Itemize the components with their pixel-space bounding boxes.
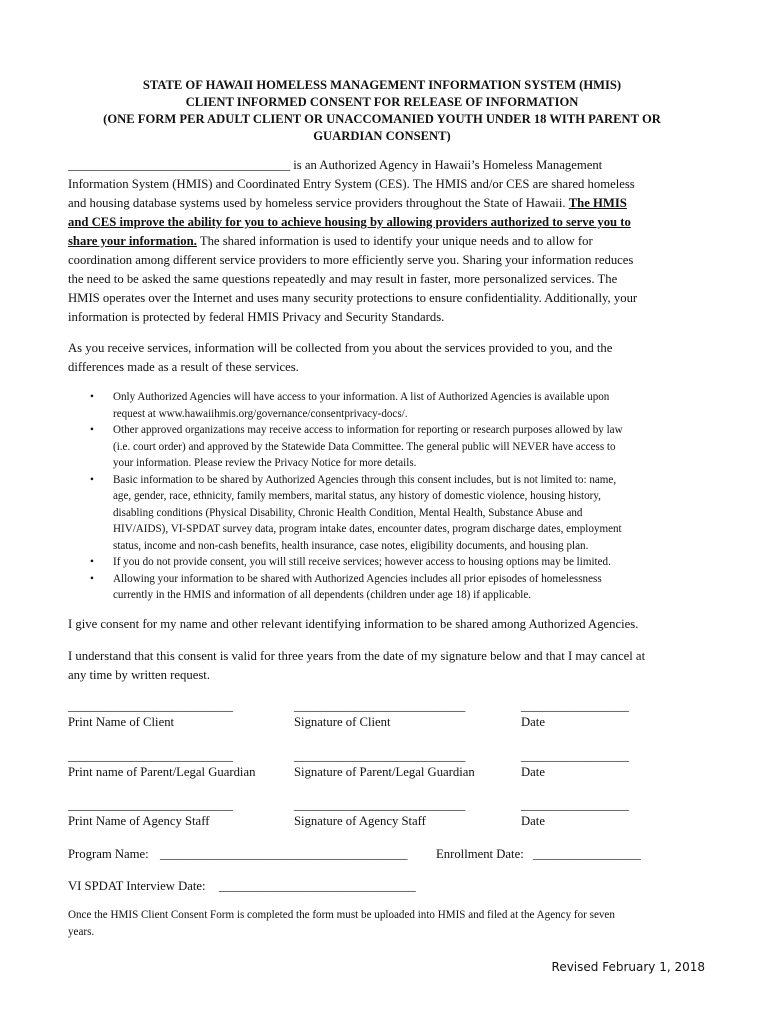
enrollment-date-field[interactable]: _________________ — [533, 847, 641, 861]
program-name-field[interactable]: _______________________________________ — [160, 847, 408, 861]
staff-date-label: Date — [521, 814, 545, 828]
bullet-icon: • — [90, 473, 94, 486]
services-paragraph — [68, 339, 696, 377]
bullet-icon: • — [90, 572, 94, 585]
bullet-icon: • — [90, 424, 94, 436]
client-date-field[interactable]: _________________ — [521, 699, 629, 713]
services-line: As you receive services, information will be collected from you about the services provided to you, and the — [68, 341, 613, 355]
info-sharing-list — [68, 389, 696, 604]
list-line: currently in the HMIS and information of all dependents (children under age 18) if applicable. — [113, 589, 532, 601]
list-line: Other approved organizations may receive access to information for reporting or research purposes allowed by law — [113, 424, 623, 436]
list-line: HIV/AIDS), VI-SPDAT survey data, program intake dates, encounter dates, program discharge dates, employment — [113, 523, 622, 535]
validity-line: I understand that this consent is valid for three years from the date of my signature below and that I may cancel at — [68, 649, 646, 663]
vi-spdat-label: VI SPDAT Interview Date: — [68, 879, 206, 893]
intro-line: HMIS operates over the Internet and uses many security protections to ensure confidentiality. Additionally, your — [68, 291, 638, 305]
client-signature-field[interactable]: ___________________________ — [294, 699, 466, 713]
list-line: Basic information to be shared by Authorized Agencies through this consent includes, but is not limited to: name, — [113, 473, 617, 486]
intro-line — [68, 194, 696, 213]
client-name-field[interactable]: __________________________ — [68, 699, 233, 713]
guardian-date-field[interactable]: _________________ — [521, 749, 629, 763]
staff-signature-field[interactable]: ___________________________ — [294, 798, 466, 812]
consent-line: I give consent for my name and other relevant identifying information to be shared among Authorized Agencies. — [68, 617, 639, 631]
staff-name-field[interactable]: __________________________ — [68, 798, 233, 812]
intro-line: ___________________________________ is an Authorized Agency in Hawaii’s Homeless Management — [68, 158, 603, 172]
list-item — [68, 422, 696, 472]
enrollment-date-label: Enrollment Date: — [436, 847, 524, 861]
intro-emphasis: share your information. — [68, 234, 197, 248]
intro-emphasis: The HMIS — [568, 196, 627, 210]
list-line: (i.e. court order) and approved by the Statewide Data Committee. The general public will NEVER have access to — [113, 440, 616, 453]
title-line-3: (ONE FORM PER ADULT CLIENT OR UNACCOMANIED YOUTH UNDER 18 WITH PARENT OR — [103, 112, 661, 126]
list-line: request at www.hawaiihmis.org/governance/consentprivacy-docs/. — [113, 407, 408, 420]
instruction-line: Once the HMIS Client Consent Form is completed the form must be uploaded into HMIS and filed at the Agency for seven — [68, 909, 615, 921]
intro-line — [68, 232, 696, 251]
instruction-line: years. — [68, 925, 95, 938]
client-signature-label: Signature of Client — [294, 715, 391, 729]
validity-line: any time by written request. — [68, 668, 210, 682]
client-name-label: Print Name of Client — [68, 715, 175, 729]
vi-spdat-date-field[interactable]: _______________________________ — [219, 879, 416, 893]
staff-signature-label: Signature of Agency Staff — [294, 814, 426, 828]
list-item — [68, 554, 696, 571]
list-item — [68, 571, 696, 604]
intro-line: Information System (HMIS) and Coordinated Entry System (CES). The HMIS and/or CES are shared homeless — [68, 177, 635, 191]
form-title — [68, 77, 696, 145]
intro-line: coordination among different service providers to more efficiently serve you. Sharing your information reduces — [68, 253, 634, 267]
client-date-label: Date — [521, 715, 545, 729]
list-item — [68, 389, 696, 422]
staff-name-label: Print Name of Agency Staff — [68, 814, 210, 828]
revision-date: Revised February 1, 2018 — [551, 960, 705, 974]
services-line: differences made as a result of these services. — [68, 360, 299, 374]
validity-paragraph — [68, 647, 696, 685]
list-line: Allowing your information to be shared with Authorized Agencies includes all prior episodes of homelessness — [113, 572, 602, 585]
list-line: age, gender, race, ethnicity, family members, marital status, any history of domestic violence, housing history, — [113, 490, 601, 502]
title-line-4: GUARDIAN CONSENT) — [313, 129, 451, 143]
guardian-name-field[interactable]: __________________________ — [68, 749, 233, 763]
list-item — [68, 472, 696, 555]
intro-line: information is protected by federal HMIS Privacy and Security Standards. — [68, 310, 445, 324]
bullet-icon: • — [90, 556, 94, 568]
bullet-icon: • — [90, 391, 94, 403]
program-name-label: Program Name: — [68, 847, 149, 861]
list-line: Only Authorized Agencies will have access to your information. A list of Authorized Agencies is available upon — [113, 391, 610, 403]
intro-paragraph — [68, 156, 696, 327]
guardian-name-label: Print name of Parent/Legal Guardian — [68, 765, 256, 779]
intro-text: and housing database systems used by homeless service providers throughout the State of Hawaii. — [68, 196, 569, 210]
upload-instructions — [68, 907, 696, 940]
intro-text: The shared information is used to identify your unique needs and to allow for — [196, 234, 593, 248]
list-line: status, income and non-cash benefits, health insurance, case notes, eligibility documents, and housing plan. — [113, 539, 589, 552]
guardian-date-label: Date — [521, 765, 545, 779]
intro-line: the need to be asked the same questions repeatedly and may result in faster, more personalized services. The — [68, 272, 618, 286]
staff-date-field[interactable]: _________________ — [521, 798, 629, 812]
list-line: If you do not provide consent, you will still receive services; however access to housing options may be limited. — [113, 556, 611, 568]
consent-statement — [68, 615, 696, 634]
guardian-signature-field[interactable]: ___________________________ — [294, 749, 466, 763]
list-line: disabling conditions (Physical Disability, Chronic Health Condition, Mental Health, Substance Abuse and — [113, 506, 583, 519]
title-line-2: CLIENT INFORMED CONSENT FOR RELEASE OF INFORMATION — [185, 95, 579, 109]
intro-emphasis-line: and CES improve the ability for you to achieve housing by allowing providers authorized to serve you to — [68, 215, 631, 229]
title-line-1: STATE OF HAWAII HOMELESS MANAGEMENT INFORMATION SYSTEM (HMIS) — [142, 78, 622, 92]
guardian-signature-label: Signature of Parent/Legal Guardian — [294, 765, 475, 779]
list-line: your information. Please review the Privacy Notice for more details. — [113, 457, 417, 469]
